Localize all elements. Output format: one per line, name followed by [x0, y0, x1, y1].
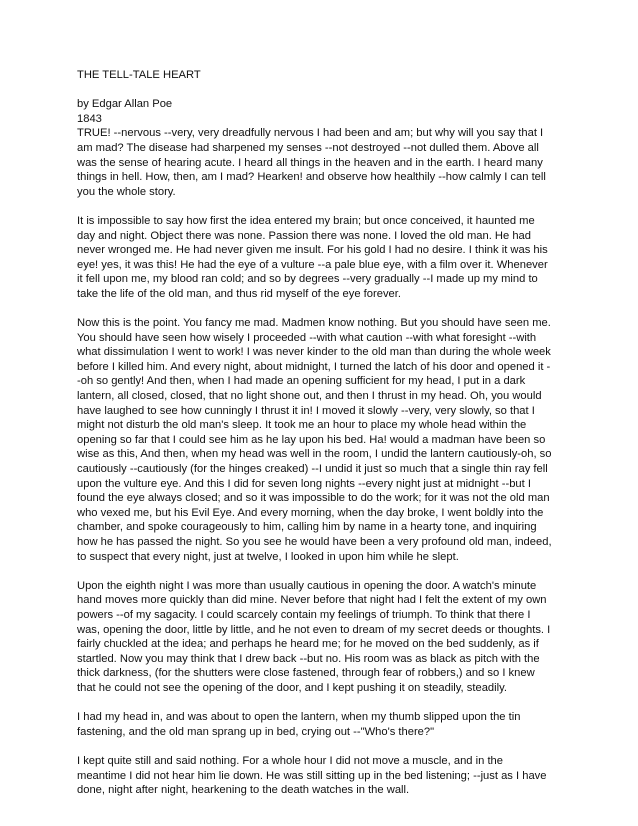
text-line: -oh so gently! And then, when I had made an opening sufficient for my head, I put in a dark [77, 375, 526, 388]
text-line: fastening, and the old man sprang up in bed, crying out --"Who's there?" [77, 725, 435, 738]
text-line: you the whole story. [77, 185, 176, 198]
text-line: hand moves more quickly than did mine. Never before that night had I felt the extent of my own [77, 594, 547, 607]
paragraph [77, 126, 565, 199]
text-line: was, opening the door, little by little, and he not even to dream of my secret deeds or thoughts. I [77, 623, 551, 636]
text-line: found the eye always closed; and so it was impossible to do the work; for it was not the old man [77, 492, 550, 505]
text-line: how he has passed the night. So you see he would have been a very profound old man, indeed, [77, 536, 552, 548]
text-line: Upon the eighth night I was more than usually cautious in opening the door. A watch's minute [77, 579, 537, 592]
text-line: day and night. Object there was none. Passion there was none. I loved the old man. He had [77, 229, 532, 242]
text-line: startled. Now you may think that I drew back --but no. His room was as black as pitch with the [77, 652, 540, 665]
text-line: chamber, and spoke courageously to him, calling him by name in a hearty tone, and inquiring [77, 521, 537, 534]
text-line: lantern, all closed, closed, that no light shone out, and then I thrust in my head. Oh, you would [77, 390, 542, 403]
text-line: fairly chuckled at the idea; and perhaps he heard me; for he moved on the bed suddenly, as if [77, 638, 539, 651]
text-line: You should have seen how wisely I proceeded --with what caution --with what foresight --with [77, 331, 537, 344]
text-line: upon the vulture eye. And this I did for seven long nights --every night just at midnight --but I [77, 477, 531, 490]
text-line: things in hell. How, then, am I mad? Hearken! and observe how healthily --how calmly I can tell [77, 171, 546, 184]
text-line: what dissimulation I went to work! I was never kinder to the old man than during the whole week [77, 346, 551, 359]
text-line: that he could not see the opening of the door, and I kept pushing it on steadily, steadily. [77, 681, 507, 694]
title-block [77, 68, 565, 83]
text-line: might not disturb the old man's sleep. It took me an hour to place my whole head within the [77, 419, 527, 432]
text-line: before I killed him. And every night, about midnight, I turned the latch of his door and opened it - [77, 360, 551, 373]
text-line: done, night after night, hearkening to the death watches in the wall. [77, 784, 410, 797]
publication-year: 1843 [77, 112, 102, 125]
text-line: I had my head in, and was about to open the lantern, when my thumb slipped upon the tin [77, 711, 521, 724]
story-body [77, 126, 565, 797]
text-line: who vexed me, but his Evil Eye. And every morning, when the day broke, I went boldly into the [77, 506, 544, 519]
document-title: THE TELL-TALE HEART [77, 69, 201, 81]
paragraph [77, 754, 565, 798]
text-line: cautiously --cautiously (for the hinges creaked) --I undid it just so much that a single thin ray fell [77, 463, 548, 476]
byline-block [77, 97, 565, 126]
text-line: TRUE! --nervous --very, very dreadfully nervous I had been and am; but why will you say that I [77, 127, 544, 140]
text-line: powers --of my sagacity. I could scarcely contain my feelings of triumph. To think that there I [77, 608, 531, 621]
text-line: eye! yes, it was this! He had the eye of a vulture --a pale blue eye, with a film over it. Whenever [77, 258, 548, 271]
text-line: It is impossible to say how first the idea entered my brain; but once conceived, it haunted me [77, 214, 535, 227]
paragraph [77, 710, 565, 739]
text-line: never wronged me. He had never given me insult. For his gold I had no desire. I think it was his [77, 244, 548, 257]
text-line: wise as this, And then, when my head was well in the room, I undid the lantern cautiously-oh, so [77, 448, 552, 461]
text-line: meantime I did not hear him lie down. He was still sitting up in the bed listening; --just as I have [77, 769, 547, 782]
text-line: thick darkness, (for the shutters were close fastened, through fear of robbers,) and so I knew [77, 667, 535, 680]
author-line: by Edgar Allan Poe [77, 98, 173, 111]
text-line: to suspect that every night, just at twelve, I looked in upon him while he slept. [77, 550, 459, 563]
text-line: have laughed to see how cunningly I thrust it in! I moved it slowly --very, very slowly, so that I [77, 404, 535, 417]
paragraph [77, 579, 565, 696]
paragraph [77, 214, 565, 302]
text-line: am mad? The disease had sharpened my senses --not destroyed --not dulled them. Above all [77, 141, 539, 154]
text-line: was the sense of hearing acute. I heard all things in the heaven and in the earth. I heard many [77, 156, 543, 169]
text-line: take the life of the old man, and thus rid myself of the eye forever. [77, 287, 401, 300]
text-line: Now this is the point. You fancy me mad. Madmen know nothing. But you should have seen me. [77, 317, 551, 330]
document-page [77, 68, 565, 812]
paragraph [77, 316, 565, 564]
text-line: it fell upon me, my blood ran cold; and so by degrees --very gradually --I made up my mind to [77, 273, 538, 286]
text-line: opening so far that I could see him as he lay upon his bed. Ha! would a madman have been so [77, 433, 546, 446]
text-line: I kept quite still and said nothing. For a whole hour I did not move a muscle, and in the [77, 754, 503, 767]
